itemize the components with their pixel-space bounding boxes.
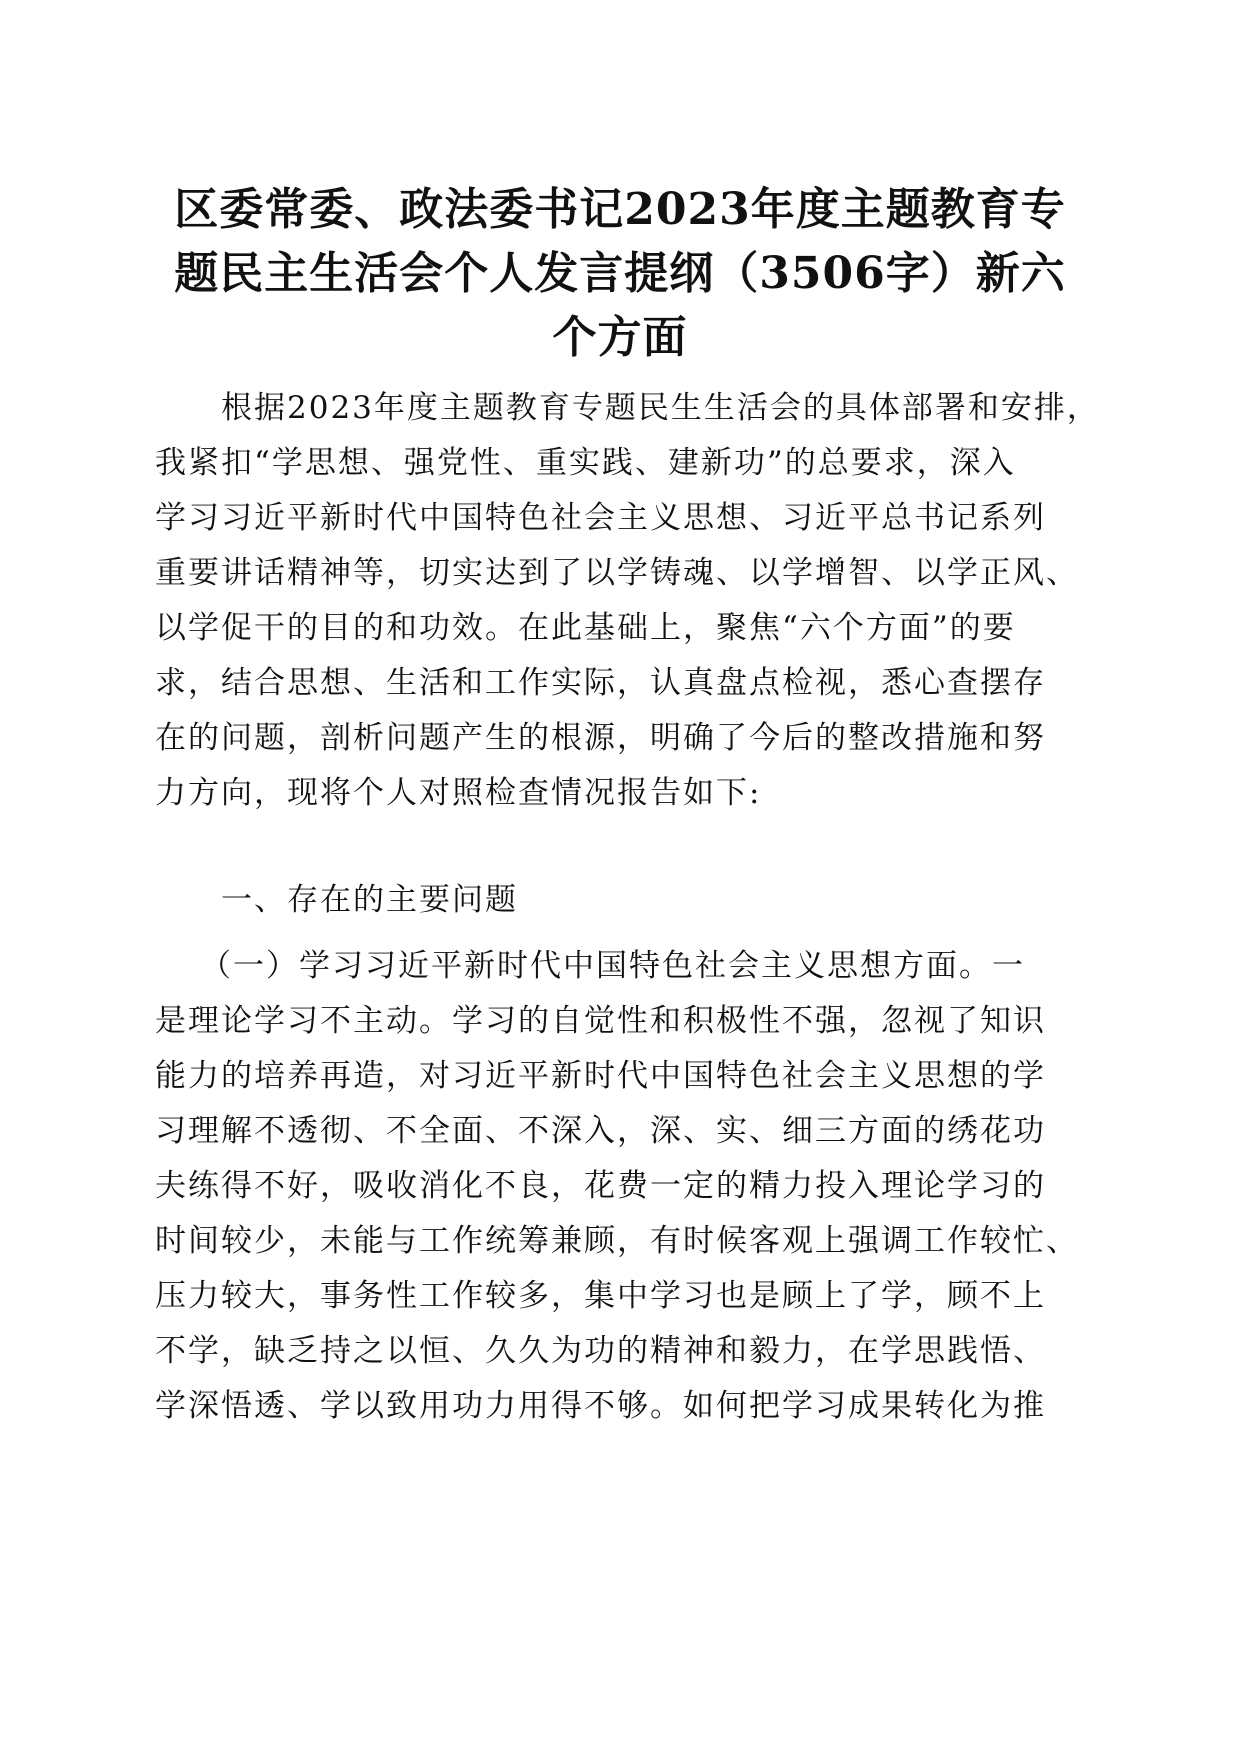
title-line: 区委常委、政法委书记2023年度主题教育专 [174, 184, 1066, 235]
paragraph-line: 学习习近平新时代中国特色社会主义思想、习近平总书记系列 [155, 500, 1046, 536]
section-heading-text: 一、存在的主要问题 [221, 882, 518, 918]
paragraph-line: 重要讲话精神等，切实达到了以学铸魂、以学增智、以学正风、 [155, 555, 1079, 591]
title-line: 题民主生活会个人发言提纲（3506字）新六 [174, 248, 1066, 299]
section-heading [155, 873, 1085, 928]
paragraph-line: 时间较少，未能与工作统筹兼顾，有时候客观上强调工作较忙、 [155, 1223, 1079, 1259]
paragraph-line: 学深悟透、学以致用功力用得不够。如何把学习成果转化为推 [155, 1388, 1046, 1424]
paragraph-line: 我紧扣“学思想、强党性、重实践、建新功”的总要求，深入 [155, 445, 1016, 481]
paragraph-line: 夫练得不好，吸收消化不良，花费一定的精力投入理论学习的 [155, 1168, 1046, 1204]
paragraph-line: 是理论学习不主动。学习的自觉性和积极性不强，忽视了知识 [155, 1003, 1046, 1039]
document-title [150, 178, 1090, 370]
section-1-paragraph [155, 939, 1085, 1434]
paragraph-line: 根据2023年度主题教育专题民生生活会的具体部署和安排， [221, 390, 1100, 426]
paragraph-line: 在的问题，剖析问题产生的根源，明确了今后的整改措施和努 [155, 720, 1046, 756]
paragraph-line: 不学，缺乏持之以恒、久久为功的精神和毅力，在学思践悟、 [155, 1333, 1046, 1369]
paragraph-line: 以学促干的目的和功效。在此基础上，聚焦“六个方面”的要 [155, 610, 1016, 646]
intro-paragraph [155, 381, 1100, 821]
paragraph-line: 求，结合思想、生活和工作实际，认真盘点检视，悉心查摆存 [155, 665, 1046, 701]
paragraph-line: 能力的培养再造，对习近平新时代中国特色社会主义思想的学 [155, 1058, 1046, 1094]
paragraph-line: 习理解不透彻、不全面、不深入，深、实、细三方面的绣花功 [155, 1113, 1046, 1149]
paragraph-line: 力方向，现将个人对照检查情况报告如下: [155, 775, 762, 811]
title-line: 个方面 [552, 312, 688, 363]
paragraph-line: 压力较大，事务性工作较多，集中学习也是顾上了学，顾不上 [155, 1278, 1046, 1314]
paragraph-line: （一）学习习近平新时代中国特色社会主义思想方面。一 [200, 948, 1025, 984]
